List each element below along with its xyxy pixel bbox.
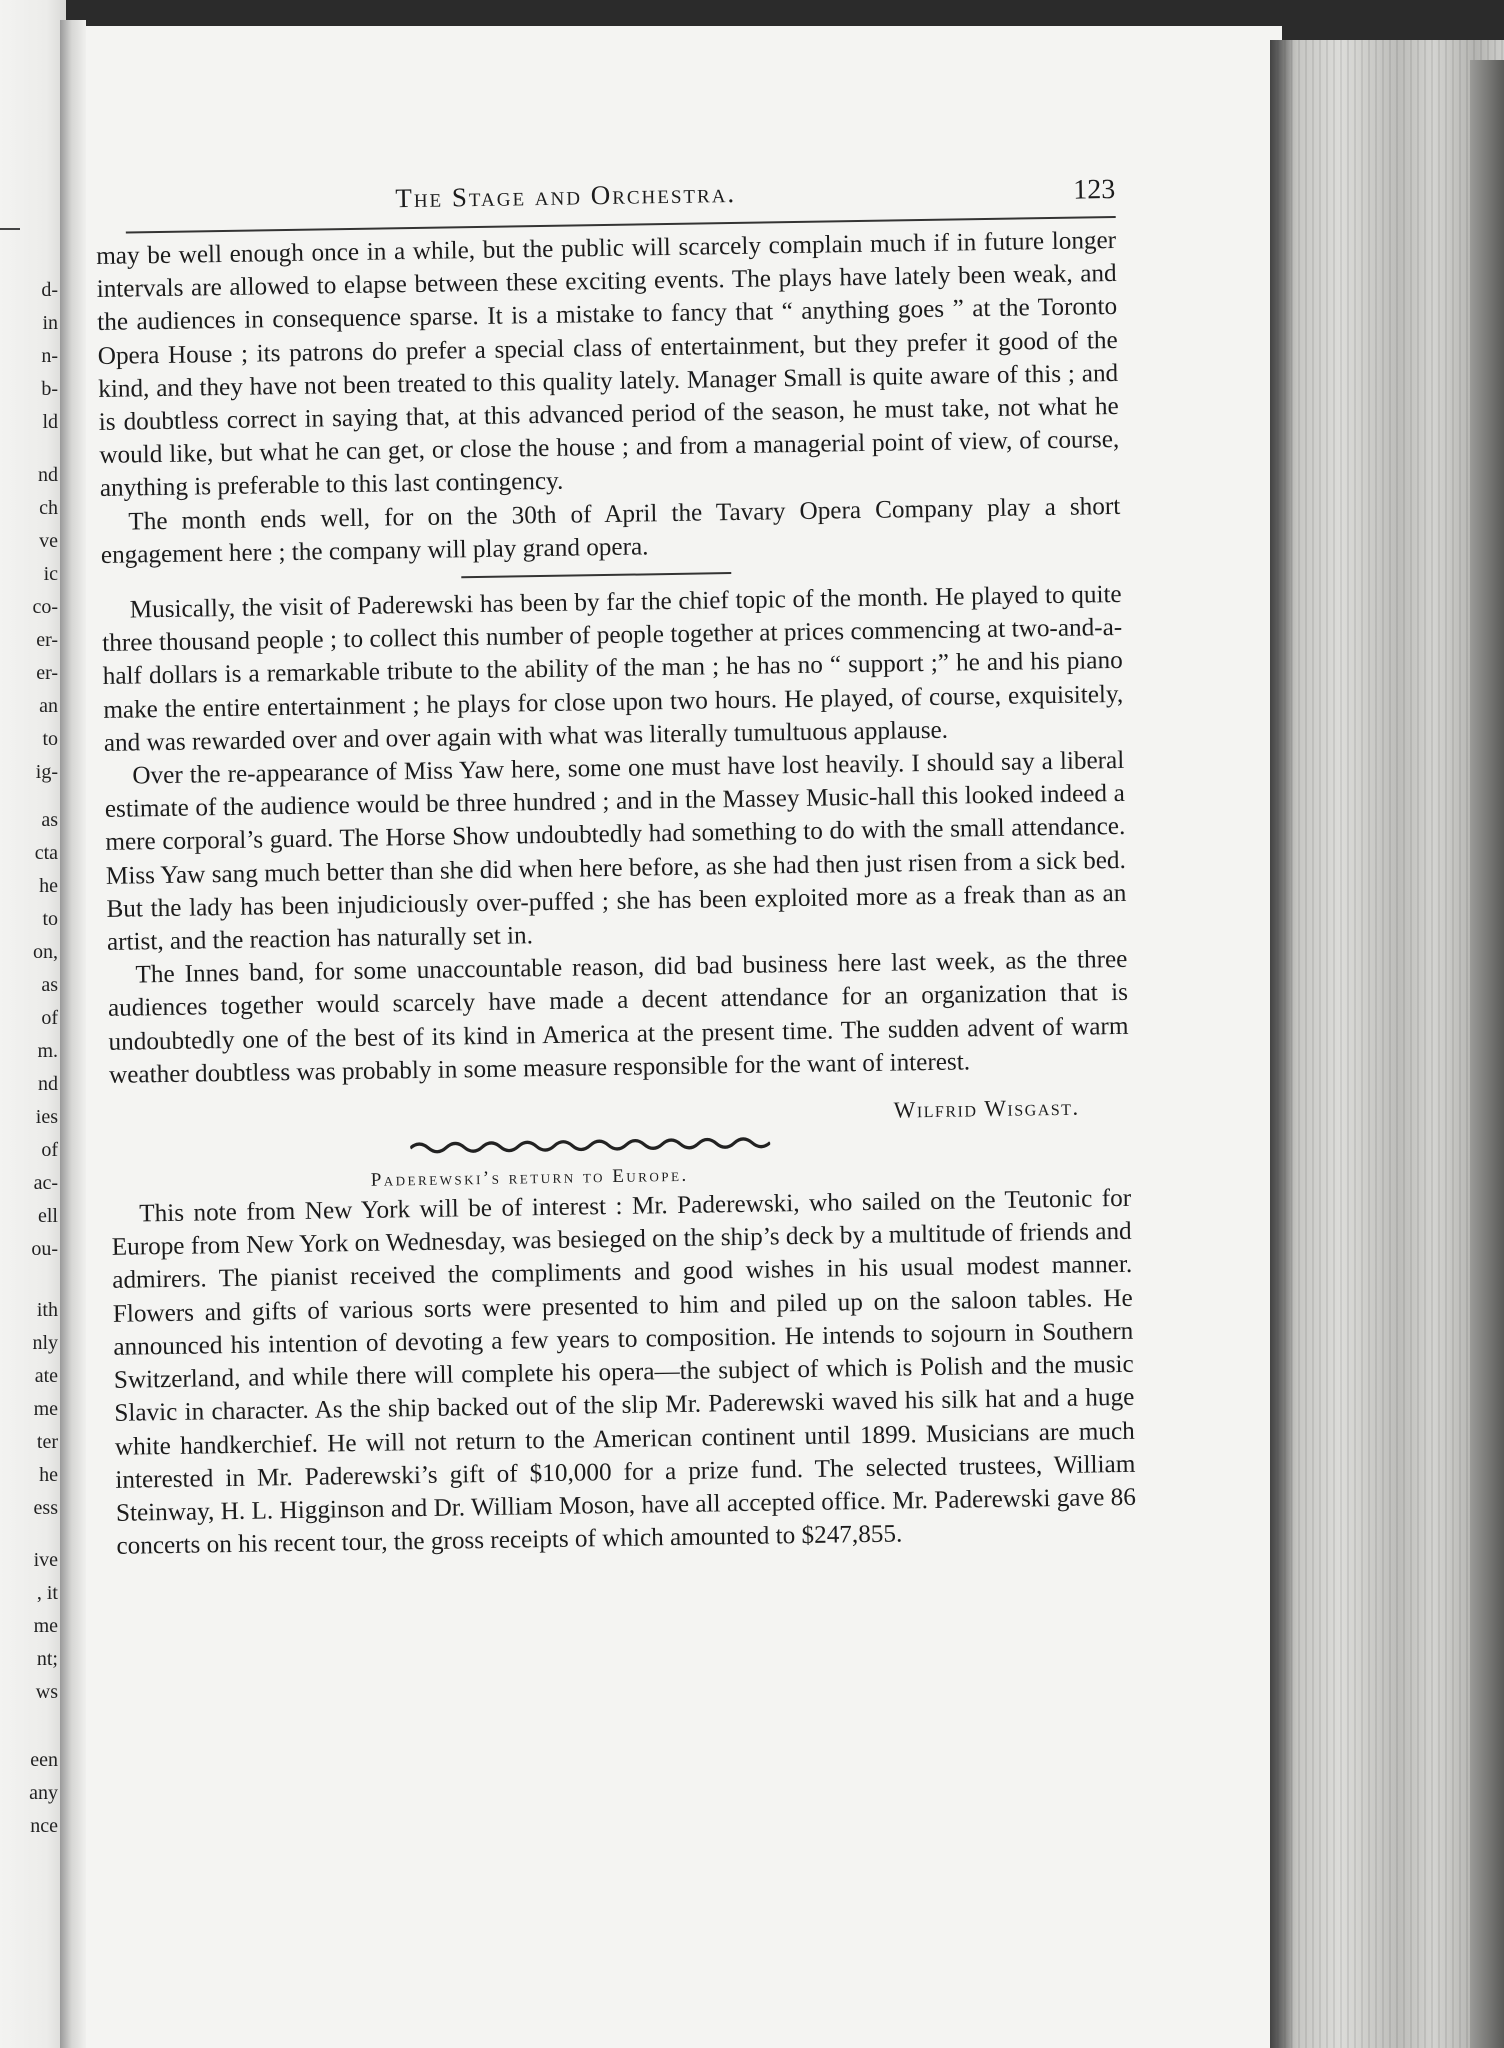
left-page-fragment: nd xyxy=(38,1073,58,1095)
left-page-fragment: ith xyxy=(36,1299,58,1321)
left-page-fragment: ic xyxy=(43,563,58,585)
left-page-fragment: ch xyxy=(39,497,58,519)
left-page-fragment: ate xyxy=(34,1365,58,1387)
left-page-fragment: nt; xyxy=(36,1648,58,1670)
left-page-fragment: to xyxy=(42,908,58,930)
left-page-fragment: nly xyxy=(32,1332,58,1354)
wavy-divider xyxy=(410,1132,770,1160)
left-page-fragment: ld xyxy=(42,411,58,433)
section-paderewski-return xyxy=(111,1158,1137,1563)
left-page-fragment: cta xyxy=(34,842,58,864)
left-page-fragment: of xyxy=(41,1007,58,1029)
left-page-fragment: as xyxy=(41,974,58,996)
paragraph: Musically, the visit of Paderewski has been by far the chief topic of the month. He played to quite three thousand people ; to collect this number of people together at prices commencing at two-and-a-half dollars is a remarkable tribute to the ability of the man ; he has no “ support ;” he and his piano make the entire entertainment ; he plays for close upon two hours. He played, of course, exquisitely, and was rewarded over and over again with what was literally tumultuous applause. xyxy=(102,580,1124,757)
left-page-fragment: me xyxy=(33,1615,58,1637)
section-title: Paderewski’s return to Europe. xyxy=(370,1164,689,1191)
left-page-fragment: ies xyxy=(35,1106,58,1128)
left-page-fragment: me xyxy=(33,1398,58,1420)
left-page-fragment: any xyxy=(29,1782,58,1804)
left-page-fragment: er- xyxy=(36,662,58,684)
left-page-fragment: een xyxy=(30,1749,58,1771)
left-page-fragment: of xyxy=(41,1139,58,1161)
left-page-fragment: n- xyxy=(41,345,58,367)
left-page-fragment: ac- xyxy=(33,1172,58,1194)
paragraph: This note from New York will be of interest : Mr. Paderewski, who sailed on the Teutonic for Europe from New York on Wednesday, was besieged on the ship’s deck by a multitude of friends and admirers. The pianist received the compliments and good wishes in his usual modest manner. Flowers and gifts of various sorts were presented to him and piled up on the saloon tables. He announced his intention of devoting a few years to composition. He intends to sojourn in Southern Switzerland, and while there will complete his opera—the subject of which is Polish and the music Slavic in character. As the ship backed out of the slip Mr. Paderewski waved his silk hat and a huge white handkerchief. He will not return to the American continent until 1899. Musicians are much interested in Mr. Paderewski’s gift of $10,000 for a prize fund. The selected trustees, William Steinway, H. L. Higginson and Dr. William Moson, have all accepted office. Mr. Paderewski gave 86 concerts on his recent tour, the gross receipts of which amounted to $247,855. xyxy=(111,1184,1137,1560)
left-facing-page xyxy=(0,0,66,2048)
page-number: 123 xyxy=(1073,173,1116,206)
left-page-fragment: ell xyxy=(38,1205,58,1227)
fore-edge-rim xyxy=(1470,60,1504,2048)
left-page-fragment: ter xyxy=(36,1431,58,1453)
paragraph: may be well enough once in a while, but the public will scarcely complain much if in future longer intervals are allowed to elapse between these exciting events. The plays have lately been weak, and the audiences in consequence sparse. It is a mistake to fancy that “ anything goes ” at the Toronto Opera House ; its patrons do prefer a special class of entertainment, but they prefer it good of the kind, and they have not been treated to this quality lately. Manager Small is quite aware of this ; and is doubtless correct in saying that, at this advanced period of the season, he must take, not what he would like, but what he can get, or close the house ; and from a managerial point of view, of course, anything is preferable to this last contingency. xyxy=(95,226,1120,503)
left-page-fragment: er- xyxy=(36,629,58,651)
left-page-fragment: ve xyxy=(39,530,58,552)
running-head: The Stage and Orchestra. xyxy=(395,177,737,214)
page-text xyxy=(95,164,1137,1563)
left-page-fragment: b- xyxy=(41,378,58,400)
section-opera-house xyxy=(96,224,1121,572)
left-page-fragment: on, xyxy=(33,941,58,963)
left-page-fragment: m. xyxy=(37,1040,58,1062)
left-page-fragment: nd xyxy=(38,464,58,486)
left-page-fragment: ess xyxy=(33,1497,58,1519)
left-page-fragment: ig- xyxy=(35,761,58,783)
author-signature: Wilfrid Wisgast. xyxy=(893,1094,1080,1123)
left-page-fragment: ive xyxy=(33,1549,58,1571)
left-page-fragment: an xyxy=(39,695,58,717)
left-page-fragment: , it xyxy=(36,1582,58,1604)
left-page-fragment: he xyxy=(39,875,58,897)
left-page-fragment: in xyxy=(42,312,58,334)
paragraph: Over the re-appearance of Miss Yaw here, some one must have lost heavily. I should say a liberal estimate of the audience would be three hundred ; and in the Massey Music-hall this looked indeed a mere corporal’s guard. The Horse Show undoubtedly had something to do with the small attendance. Miss Yaw sang much better than she did when here before, as she had then just risen from a sick bed. But the lady has been injudiciously over-puffed ; she has been exploited more as a freak than as an artist, and the reaction has naturally set in. xyxy=(104,746,1127,956)
section-divider-rule xyxy=(461,572,731,578)
left-page-fragment: nce xyxy=(30,1815,58,1837)
left-page-fragment: co- xyxy=(32,596,58,618)
left-page-fragment: ws xyxy=(35,1681,58,1703)
left-page-fragment: ou- xyxy=(31,1238,58,1260)
book-gutter xyxy=(60,20,86,2048)
paragraph: The month ends well, for on the 30th of April the Tavary Opera Company play a short engagement here ; the company will play grand opera. xyxy=(100,492,1121,569)
fore-edge-shadow xyxy=(1270,40,1292,2048)
left-page-fragment: to xyxy=(42,728,58,750)
left-page-fragment: he xyxy=(39,1464,58,1486)
section-musical-notes xyxy=(102,578,1130,1136)
left-page-rule xyxy=(0,228,20,230)
book-fore-edge xyxy=(1270,40,1504,2048)
left-page-fragment: as xyxy=(41,809,58,831)
paragraph: The Innes band, for some unaccountable reason, did bad business here last week, as the three audiences together would scarcely have made a decent attendance for an organization that is undoubtedly one of the best of its kind in America at the present time. The sudden advent of warm weather doubtless was probably in some measure responsible for the want of interest. xyxy=(107,946,1129,1089)
left-page-fragment: d- xyxy=(41,279,58,301)
